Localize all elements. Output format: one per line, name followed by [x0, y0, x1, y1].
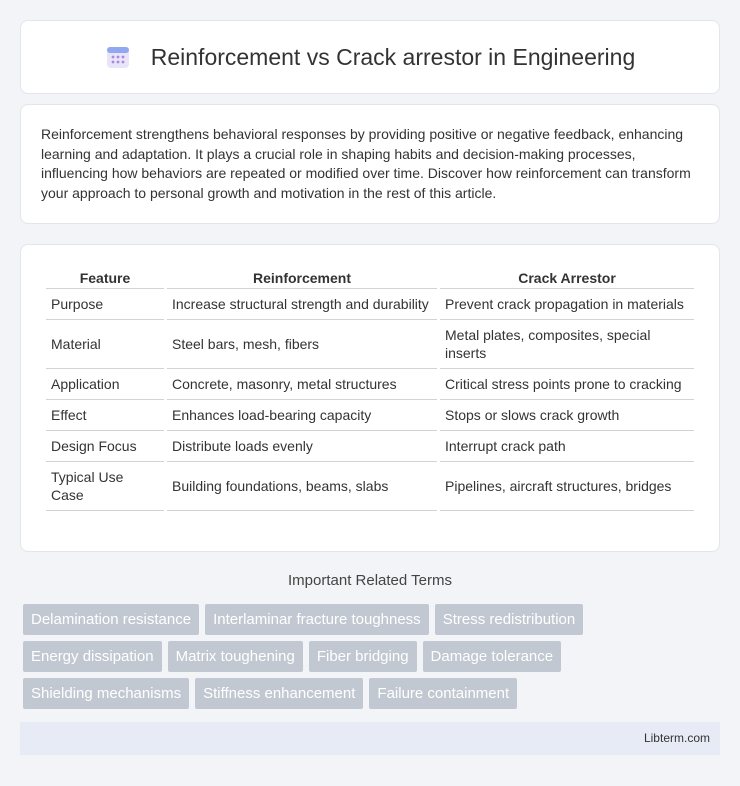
column-header: Reinforcement	[167, 265, 437, 289]
table-row	[46, 369, 694, 400]
table-cell: Prevent crack propagation in materials	[440, 289, 694, 320]
table-cell: Critical stress points prone to cracking	[440, 369, 694, 400]
table-row	[46, 289, 694, 320]
table-cell: Typical Use Case	[46, 462, 164, 511]
table-cell: Concrete, masonry, metal structures	[167, 369, 437, 400]
table-row	[46, 462, 694, 511]
table-cell: Design Focus	[46, 431, 164, 462]
column-header: Feature	[46, 265, 164, 289]
tag-row	[23, 641, 723, 672]
table-cell: Application	[46, 369, 164, 400]
table-cell: Effect	[46, 400, 164, 431]
related-term-tag[interactable]: Shielding mechanisms	[23, 678, 189, 709]
table-cell: Stops or slows crack growth	[440, 400, 694, 431]
related-term-tag[interactable]: Fiber bridging	[309, 641, 417, 672]
calendar-grid-icon	[105, 44, 131, 70]
table-cell: Enhances load-bearing capacity	[167, 400, 437, 431]
tag-row	[23, 678, 723, 709]
comparison-card	[20, 244, 720, 552]
related-terms-title: Important Related Terms	[288, 572, 452, 589]
table-row	[46, 431, 694, 462]
related-term-tag[interactable]: Failure containment	[369, 678, 517, 709]
related-term-tag[interactable]: Matrix toughening	[168, 641, 303, 672]
page-title: Reinforcement vs Crack arrestor in Engineering	[150, 43, 636, 70]
table-cell: Increase structural strength and durability	[167, 289, 437, 320]
table-cell: Building foundations, beams, slabs	[167, 462, 437, 511]
table-cell: Interrupt crack path	[440, 431, 694, 462]
related-term-tag[interactable]: Delamination resistance	[23, 604, 199, 635]
related-term-tag[interactable]: Energy dissipation	[23, 641, 162, 672]
related-term-tag[interactable]: Damage tolerance	[423, 641, 562, 672]
tag-row	[23, 604, 723, 635]
related-term-tag[interactable]: Stiffness enhancement	[195, 678, 363, 709]
related-term-tag[interactable]: Interlaminar fracture toughness	[205, 604, 429, 635]
related-term-tag[interactable]: Stress redistribution	[435, 604, 584, 635]
table-row	[46, 320, 694, 369]
intro-card	[20, 104, 720, 224]
table-row	[46, 400, 694, 431]
column-header: Crack Arrestor	[440, 265, 694, 289]
table-cell: Purpose	[46, 289, 164, 320]
table-cell: Distribute loads evenly	[167, 431, 437, 462]
table-cell: Pipelines, aircraft structures, bridges	[440, 462, 694, 511]
table-cell: Steel bars, mesh, fibers	[167, 320, 437, 369]
footer	[20, 722, 720, 755]
footer-site-link[interactable]: Libterm.com	[643, 731, 710, 745]
table-header-row	[46, 265, 694, 289]
comparison-table	[43, 265, 697, 511]
table-cell: Metal plates, composites, special inserts	[440, 320, 694, 369]
header-card	[20, 20, 720, 94]
related-terms-list	[23, 604, 723, 715]
intro-text: Reinforcement strengthens behavioral responses by providing positive or negative feedback, enhancing learning and adaptation. It plays a crucial role in shaping habits and decision-making processes, influencing how behaviors are repeated or modified over time. Discover how reinforcement can transform your approach to personal growth and motivation in the rest of this article.	[41, 126, 691, 201]
table-cell: Material	[46, 320, 164, 369]
